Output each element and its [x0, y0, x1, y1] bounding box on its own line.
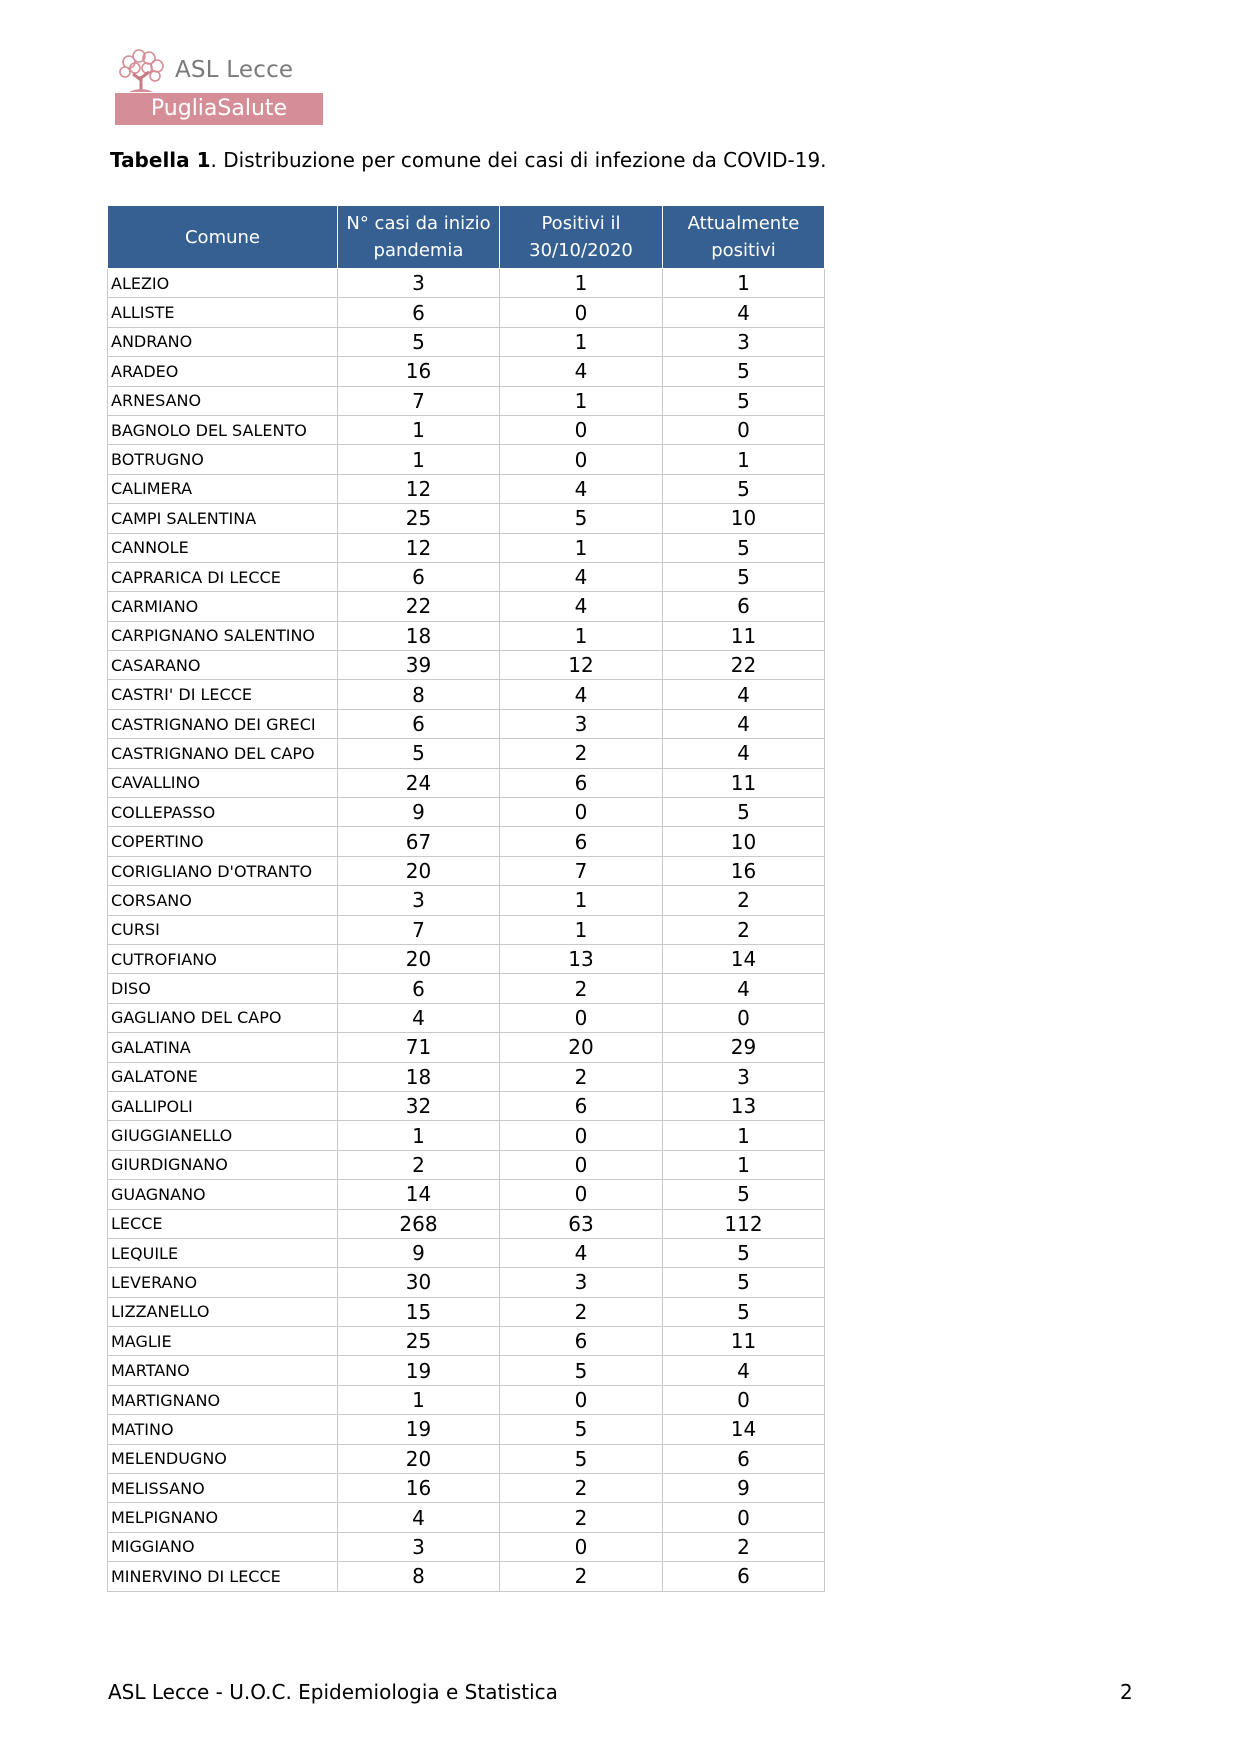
cell-positives-date: 0 — [500, 445, 663, 474]
cell-positives-date: 1 — [500, 269, 663, 298]
cell-comune: ARNESANO — [108, 386, 338, 415]
cell-currently-positive: 4 — [663, 680, 825, 709]
cell-positives-date: 5 — [500, 504, 663, 533]
cell-total-cases: 20 — [338, 944, 500, 973]
cell-comune: MELENDUGNO — [108, 1444, 338, 1473]
cell-currently-positive: 5 — [663, 474, 825, 503]
table-row — [108, 1062, 825, 1091]
cell-total-cases: 3 — [338, 886, 500, 915]
cell-comune: MATINO — [108, 1415, 338, 1444]
cell-currently-positive: 29 — [663, 1033, 825, 1062]
cell-positives-date: 1 — [500, 533, 663, 562]
cell-positives-date: 0 — [500, 1150, 663, 1179]
cell-total-cases: 4 — [338, 1003, 500, 1032]
covid-cases-table — [107, 205, 825, 1592]
table-row — [108, 944, 825, 973]
cell-comune: BOTRUGNO — [108, 445, 338, 474]
cell-positives-date: 6 — [500, 768, 663, 797]
cell-total-cases: 6 — [338, 709, 500, 738]
cell-total-cases: 6 — [338, 562, 500, 591]
cell-currently-positive: 0 — [663, 415, 825, 444]
cell-comune: LEQUILE — [108, 1238, 338, 1267]
cell-positives-date: 63 — [500, 1209, 663, 1238]
table-row — [108, 974, 825, 1003]
cell-total-cases: 9 — [338, 1238, 500, 1267]
cell-positives-date: 1 — [500, 886, 663, 915]
cell-currently-positive: 4 — [663, 974, 825, 1003]
cell-total-cases: 12 — [338, 474, 500, 503]
cell-currently-positive: 2 — [663, 886, 825, 915]
cell-total-cases: 20 — [338, 1444, 500, 1473]
caption-text: . Distribuzione per comune dei casi di infezione da COVID-19. — [210, 148, 827, 172]
table-row — [108, 269, 825, 298]
cell-currently-positive: 11 — [663, 768, 825, 797]
cell-total-cases: 19 — [338, 1356, 500, 1385]
cell-comune: CASARANO — [108, 651, 338, 680]
cell-total-cases: 5 — [338, 739, 500, 768]
cell-positives-date: 2 — [500, 1562, 663, 1591]
cell-currently-positive: 4 — [663, 1356, 825, 1385]
table-row — [108, 1503, 825, 1532]
table-row — [108, 1238, 825, 1267]
cell-total-cases: 1 — [338, 445, 500, 474]
cell-positives-date: 4 — [500, 1238, 663, 1267]
cell-comune: CALIMERA — [108, 474, 338, 503]
cell-comune: ALLISTE — [108, 298, 338, 327]
table-row — [108, 1268, 825, 1297]
cell-comune: MARTIGNANO — [108, 1385, 338, 1414]
cell-comune: GALLIPOLI — [108, 1091, 338, 1120]
cell-comune: ARADEO — [108, 357, 338, 386]
page-number: 2 — [1120, 1680, 1133, 1704]
cell-currently-positive: 14 — [663, 1415, 825, 1444]
cell-comune: GIURDIGNANO — [108, 1150, 338, 1179]
cell-comune: ANDRANO — [108, 327, 338, 356]
cell-positives-date: 0 — [500, 1532, 663, 1561]
cell-currently-positive: 1 — [663, 445, 825, 474]
cell-total-cases: 8 — [338, 1562, 500, 1591]
cell-comune: DISO — [108, 974, 338, 1003]
asl-lecce-logo — [115, 48, 327, 126]
cell-positives-date: 2 — [500, 1474, 663, 1503]
cell-currently-positive: 11 — [663, 1327, 825, 1356]
cell-total-cases: 25 — [338, 1327, 500, 1356]
cell-currently-positive: 5 — [663, 357, 825, 386]
table-row — [108, 445, 825, 474]
cell-currently-positive: 112 — [663, 1209, 825, 1238]
cell-comune: CASTRIGNANO DEL CAPO — [108, 739, 338, 768]
cell-currently-positive: 3 — [663, 1062, 825, 1091]
cell-positives-date: 3 — [500, 1268, 663, 1297]
cell-comune: CURSI — [108, 915, 338, 944]
cell-comune: GALATINA — [108, 1033, 338, 1062]
cell-total-cases: 16 — [338, 1474, 500, 1503]
cell-positives-date: 2 — [500, 1503, 663, 1532]
cell-total-cases: 1 — [338, 1385, 500, 1414]
cell-comune: GALATONE — [108, 1062, 338, 1091]
cell-comune: BAGNOLO DEL SALENTO — [108, 415, 338, 444]
cell-total-cases: 39 — [338, 651, 500, 680]
cell-currently-positive: 10 — [663, 504, 825, 533]
cell-currently-positive: 5 — [663, 1238, 825, 1267]
cell-total-cases: 20 — [338, 856, 500, 885]
cell-currently-positive: 6 — [663, 1444, 825, 1473]
cell-total-cases: 1 — [338, 415, 500, 444]
cell-currently-positive: 11 — [663, 621, 825, 650]
cell-comune: GIUGGIANELLO — [108, 1121, 338, 1150]
cell-total-cases: 25 — [338, 504, 500, 533]
cell-positives-date: 6 — [500, 1091, 663, 1120]
cell-total-cases: 7 — [338, 386, 500, 415]
table-row — [108, 504, 825, 533]
cell-total-cases: 15 — [338, 1297, 500, 1326]
cell-comune: COLLEPASSO — [108, 798, 338, 827]
cell-currently-positive: 9 — [663, 1474, 825, 1503]
cell-comune: CORSANO — [108, 886, 338, 915]
cell-comune: COPERTINO — [108, 827, 338, 856]
cell-currently-positive: 2 — [663, 915, 825, 944]
table-row — [108, 386, 825, 415]
table-row — [108, 856, 825, 885]
cell-total-cases: 9 — [338, 798, 500, 827]
cell-comune: GAGLIANO DEL CAPO — [108, 1003, 338, 1032]
cell-comune: MIGGIANO — [108, 1532, 338, 1561]
cell-currently-positive: 5 — [663, 798, 825, 827]
cell-positives-date: 6 — [500, 1327, 663, 1356]
table-row — [108, 621, 825, 650]
table-row — [108, 1474, 825, 1503]
cell-currently-positive: 1 — [663, 1150, 825, 1179]
cell-currently-positive: 22 — [663, 651, 825, 680]
header-comune: Comune — [108, 206, 338, 269]
table-row — [108, 1356, 825, 1385]
table-row — [108, 651, 825, 680]
cell-total-cases: 5 — [338, 327, 500, 356]
cell-positives-date: 6 — [500, 827, 663, 856]
table-row — [108, 1121, 825, 1150]
cell-currently-positive: 1 — [663, 269, 825, 298]
cell-positives-date: 2 — [500, 739, 663, 768]
cell-positives-date: 4 — [500, 680, 663, 709]
cell-currently-positive: 3 — [663, 327, 825, 356]
cell-total-cases: 4 — [338, 1503, 500, 1532]
cell-total-cases: 3 — [338, 1532, 500, 1561]
cell-positives-date: 4 — [500, 562, 663, 591]
cell-total-cases: 18 — [338, 621, 500, 650]
header-currently-positive: Attualmente positivi — [663, 206, 825, 269]
cell-currently-positive: 6 — [663, 1562, 825, 1591]
cell-positives-date: 5 — [500, 1415, 663, 1444]
cell-comune: LEVERANO — [108, 1268, 338, 1297]
table-row — [108, 474, 825, 503]
cell-positives-date: 2 — [500, 974, 663, 1003]
table-row — [108, 1562, 825, 1591]
header-total-cases: N° casi da inizio pandemia — [338, 206, 500, 269]
cell-comune: CASTRI' DI LECCE — [108, 680, 338, 709]
cell-positives-date: 4 — [500, 592, 663, 621]
table-row — [108, 1180, 825, 1209]
cell-comune: CANNOLE — [108, 533, 338, 562]
cell-comune: LIZZANELLO — [108, 1297, 338, 1326]
cell-comune: MELISSANO — [108, 1474, 338, 1503]
cell-positives-date: 0 — [500, 415, 663, 444]
cell-total-cases: 2 — [338, 1150, 500, 1179]
cell-positives-date: 12 — [500, 651, 663, 680]
cell-total-cases: 3 — [338, 269, 500, 298]
cell-comune: MAGLIE — [108, 1327, 338, 1356]
cell-positives-date: 0 — [500, 1121, 663, 1150]
cell-currently-positive: 0 — [663, 1503, 825, 1532]
logo-name: ASL Lecce — [175, 57, 294, 83]
cell-positives-date: 0 — [500, 798, 663, 827]
cell-currently-positive: 0 — [663, 1385, 825, 1414]
cell-positives-date: 2 — [500, 1297, 663, 1326]
cell-currently-positive: 2 — [663, 1532, 825, 1561]
cell-total-cases: 1 — [338, 1121, 500, 1150]
cell-positives-date: 7 — [500, 856, 663, 885]
cell-currently-positive: 4 — [663, 709, 825, 738]
cell-total-cases: 71 — [338, 1033, 500, 1062]
cell-total-cases: 18 — [338, 1062, 500, 1091]
cell-positives-date: 1 — [500, 915, 663, 944]
cell-positives-date: 0 — [500, 1180, 663, 1209]
cell-total-cases: 16 — [338, 357, 500, 386]
cell-total-cases: 6 — [338, 298, 500, 327]
cell-total-cases: 8 — [338, 680, 500, 709]
table-row — [108, 680, 825, 709]
cell-positives-date: 5 — [500, 1356, 663, 1385]
cell-positives-date: 1 — [500, 621, 663, 650]
table-row — [108, 357, 825, 386]
cell-positives-date: 0 — [500, 1003, 663, 1032]
cell-comune: LECCE — [108, 1209, 338, 1238]
cell-positives-date: 0 — [500, 1385, 663, 1414]
table-row — [108, 798, 825, 827]
cell-currently-positive: 1 — [663, 1121, 825, 1150]
table-row — [108, 1444, 825, 1473]
cell-currently-positive: 13 — [663, 1091, 825, 1120]
table-row — [108, 562, 825, 591]
cell-currently-positive: 14 — [663, 944, 825, 973]
table-row — [108, 768, 825, 797]
cell-positives-date: 1 — [500, 327, 663, 356]
caption-label: Tabella 1 — [110, 148, 211, 172]
cell-total-cases: 67 — [338, 827, 500, 856]
table-row — [108, 1532, 825, 1561]
cell-comune: CAPRARICA DI LECCE — [108, 562, 338, 591]
cell-total-cases: 6 — [338, 974, 500, 1003]
cell-currently-positive: 4 — [663, 739, 825, 768]
cell-comune: CARMIANO — [108, 592, 338, 621]
cell-currently-positive: 5 — [663, 1297, 825, 1326]
cell-total-cases: 14 — [338, 1180, 500, 1209]
cell-comune: CUTROFIANO — [108, 944, 338, 973]
cell-positives-date: 2 — [500, 1062, 663, 1091]
cell-currently-positive: 5 — [663, 533, 825, 562]
table-row — [108, 327, 825, 356]
cell-comune: CAVALLINO — [108, 768, 338, 797]
table-row — [108, 1033, 825, 1062]
cell-comune: CAMPI SALENTINA — [108, 504, 338, 533]
cell-comune: ALEZIO — [108, 269, 338, 298]
table-row — [108, 415, 825, 444]
cell-positives-date: 3 — [500, 709, 663, 738]
cell-comune: CASTRIGNANO DEI GRECI — [108, 709, 338, 738]
cell-currently-positive: 5 — [663, 386, 825, 415]
table-row — [108, 1385, 825, 1414]
cell-currently-positive: 5 — [663, 1268, 825, 1297]
table-row — [108, 739, 825, 768]
cell-positives-date: 4 — [500, 474, 663, 503]
cell-total-cases: 12 — [338, 533, 500, 562]
cell-comune: MELPIGNANO — [108, 1503, 338, 1532]
table-row — [108, 709, 825, 738]
table-row — [108, 592, 825, 621]
table-caption — [110, 148, 827, 172]
table-row — [108, 298, 825, 327]
cell-total-cases: 22 — [338, 592, 500, 621]
cell-total-cases: 30 — [338, 1268, 500, 1297]
cell-total-cases: 24 — [338, 768, 500, 797]
table-header-row — [108, 206, 825, 269]
cell-currently-positive: 0 — [663, 1003, 825, 1032]
cell-total-cases: 7 — [338, 915, 500, 944]
header-positives-date: Positivi il 30/10/2020 — [500, 206, 663, 269]
cell-comune: GUAGNANO — [108, 1180, 338, 1209]
cell-currently-positive: 5 — [663, 562, 825, 591]
cell-currently-positive: 10 — [663, 827, 825, 856]
table-row — [108, 533, 825, 562]
cell-currently-positive: 5 — [663, 1180, 825, 1209]
cell-currently-positive: 4 — [663, 298, 825, 327]
table-row — [108, 1150, 825, 1179]
cell-positives-date: 0 — [500, 298, 663, 327]
cell-comune: CORIGLIANO D'OTRANTO — [108, 856, 338, 885]
cell-positives-date: 1 — [500, 386, 663, 415]
cell-currently-positive: 6 — [663, 592, 825, 621]
logo-band: PugliaSalute — [115, 93, 323, 125]
tree-icon — [115, 48, 167, 94]
cell-positives-date: 5 — [500, 1444, 663, 1473]
cell-comune: MINERVINO DI LECCE — [108, 1562, 338, 1591]
cell-total-cases: 32 — [338, 1091, 500, 1120]
cell-comune: CARPIGNANO SALENTINO — [108, 621, 338, 650]
cell-total-cases: 19 — [338, 1415, 500, 1444]
table-row — [108, 886, 825, 915]
cell-currently-positive: 16 — [663, 856, 825, 885]
table-row — [108, 1327, 825, 1356]
cell-total-cases: 268 — [338, 1209, 500, 1238]
table-row — [108, 1003, 825, 1032]
table-row — [108, 827, 825, 856]
table-row — [108, 915, 825, 944]
table-row — [108, 1415, 825, 1444]
table-row — [108, 1297, 825, 1326]
cell-positives-date: 20 — [500, 1033, 663, 1062]
table-row — [108, 1091, 825, 1120]
footer-department: ASL Lecce - U.O.C. Epidemiologia e Statistica — [108, 1680, 558, 1704]
cell-comune: MARTANO — [108, 1356, 338, 1385]
cell-positives-date: 4 — [500, 357, 663, 386]
table-row — [108, 1209, 825, 1238]
cell-positives-date: 13 — [500, 944, 663, 973]
